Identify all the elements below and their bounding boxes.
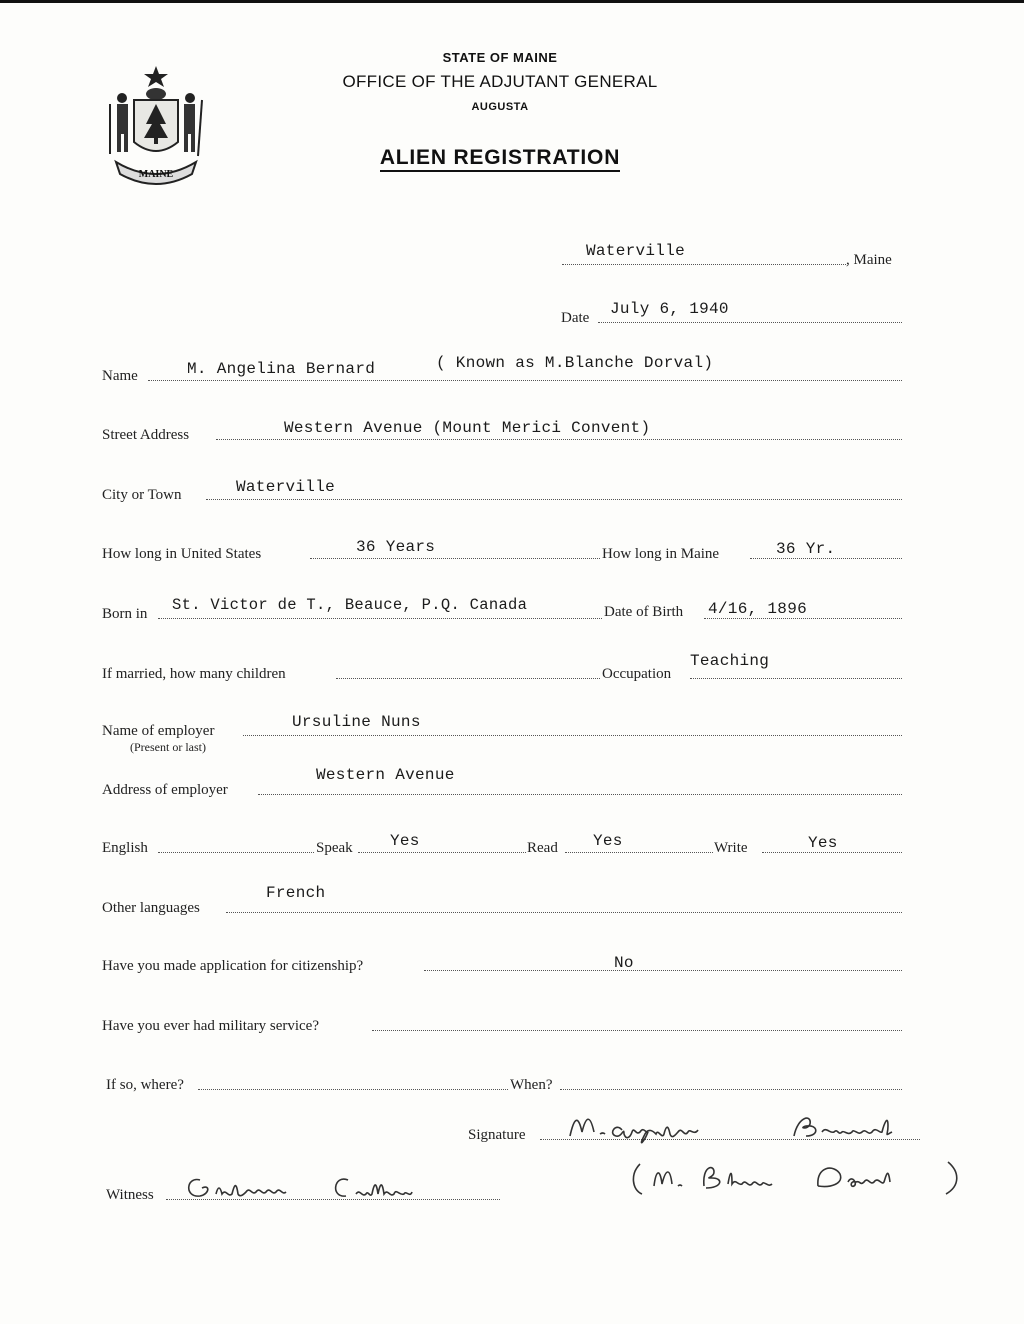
read-value: Yes <box>593 832 623 850</box>
street-address-line <box>216 439 902 440</box>
city-heading: AUGUSTA <box>471 101 529 113</box>
name-label: Name <box>102 368 138 384</box>
years-maine-line <box>750 558 902 559</box>
years-us-value: 36 Years <box>356 538 436 556</box>
years-maine-value: 36 Yr. <box>776 540 836 558</box>
occupation-label: Occupation <box>602 666 672 682</box>
employer-sublabel: (Present or last) <box>130 740 206 754</box>
date-of-birth-value: 4/16, 1896 <box>708 600 808 618</box>
citizenship-label: Have you made application for citizenship? <box>102 958 364 974</box>
location-suffix: , Maine <box>846 252 892 268</box>
name-value: M. Angelina Bernard <box>187 360 376 378</box>
speak-value: Yes <box>390 832 420 850</box>
seal-ribbon-text: MAINE <box>138 169 174 180</box>
city-value: Waterville <box>236 478 336 496</box>
where-line <box>198 1089 508 1090</box>
signature-label: Signature <box>468 1127 526 1143</box>
date-label: Date <box>561 310 590 326</box>
street-address-value: Western Avenue (Mount Merici Convent) <box>284 419 651 437</box>
when-line <box>560 1089 902 1090</box>
employer-line <box>243 735 902 736</box>
date-value: July 6, 1940 <box>610 300 729 318</box>
citizenship-line <box>424 970 902 971</box>
read-line <box>565 852 713 853</box>
location-value: Waterville <box>586 242 686 260</box>
where-label: If so, where? <box>106 1077 184 1093</box>
occupation-line <box>690 678 902 679</box>
witness-signature-handwriting <box>180 1170 480 1202</box>
write-line <box>762 852 902 853</box>
years-us-line <box>310 558 600 559</box>
english-line <box>158 852 314 853</box>
form-title-text: ALIEN REGISTRATION <box>380 146 620 172</box>
military-label: Have you ever had military service? <box>102 1018 319 1034</box>
other-languages-value: French <box>266 884 326 902</box>
date-line <box>598 322 902 323</box>
occupation-value: Teaching <box>690 652 770 670</box>
city-label: City or Town <box>102 487 182 503</box>
signature-handwriting <box>560 1106 960 1146</box>
employer-address-label: Address of employer <box>102 782 228 798</box>
years-us-label: How long in United States <box>102 546 262 562</box>
city-line <box>206 499 902 500</box>
military-line <box>372 1030 902 1031</box>
name-alias: ( Known as M.Blanche Dorval) <box>436 354 714 372</box>
born-in-value: St. Victor de T., Beauce, P.Q. Canada <box>172 596 528 614</box>
employer-address-line <box>258 794 902 795</box>
write-label: Write <box>714 840 748 856</box>
form-title <box>300 146 700 170</box>
location-line <box>562 264 846 265</box>
maine-state-seal-icon <box>102 64 210 186</box>
citizenship-value: No <box>614 954 634 972</box>
employer-label: Name of employer <box>102 723 215 739</box>
date-of-birth-label: Date of Birth <box>604 604 684 620</box>
office-heading: OFFICE OF THE ADJUTANT GENERAL <box>342 72 658 91</box>
state-heading: STATE OF MAINE <box>442 50 558 65</box>
speak-line <box>358 852 526 853</box>
name-line <box>148 380 902 381</box>
read-label: Read <box>527 840 558 856</box>
speak-label: Speak <box>316 840 353 856</box>
children-label: If married, how many children <box>102 666 286 682</box>
children-line <box>336 678 600 679</box>
top-border <box>0 0 1024 3</box>
signature-alias-handwriting <box>628 1156 978 1196</box>
english-label: English <box>102 840 148 856</box>
witness-label: Witness <box>106 1187 154 1203</box>
years-maine-label: How long in Maine <box>602 546 720 562</box>
street-address-label: Street Address <box>102 427 190 443</box>
when-label: When? <box>510 1077 553 1093</box>
employer-value: Ursuline Nuns <box>292 713 421 731</box>
other-languages-label: Other languages <box>102 900 200 916</box>
born-in-label: Born in <box>102 606 148 622</box>
employer-address-value: Western Avenue <box>316 766 455 784</box>
born-in-line <box>158 618 602 619</box>
write-value: Yes <box>808 834 838 852</box>
other-languages-line <box>226 912 902 913</box>
date-of-birth-line <box>704 618 902 619</box>
